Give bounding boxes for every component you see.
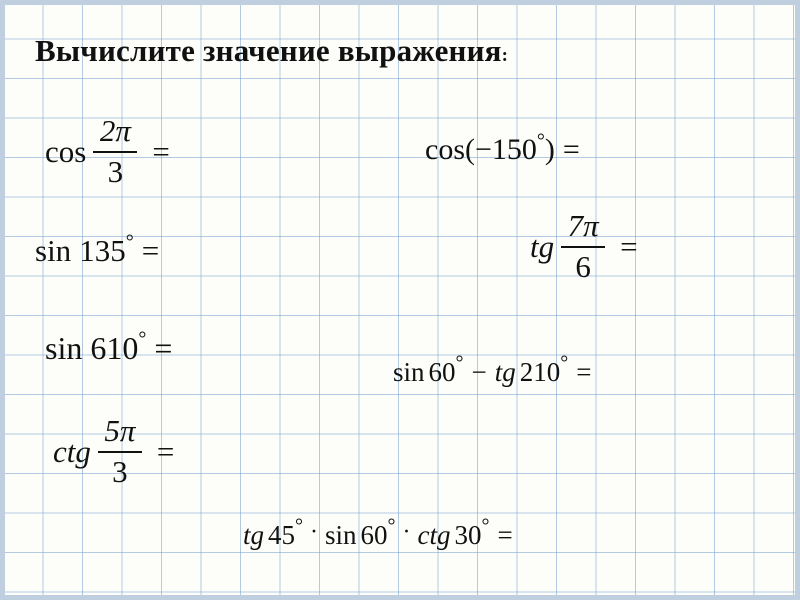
- fraction: [561, 210, 605, 283]
- fraction-bar: [93, 151, 137, 153]
- expression-tg-7pi-6: [530, 210, 638, 283]
- expression-cos-minus-150: [425, 129, 580, 167]
- open-paren: (: [465, 133, 475, 166]
- degree-symbol-1: °: [295, 515, 304, 537]
- degree-symbol-1: °: [455, 352, 464, 374]
- argument-2: 210: [519, 357, 561, 387]
- expression-sin60-minus-tg210: [393, 352, 592, 388]
- function-name-1: tg: [243, 520, 265, 550]
- equals-sign: =: [152, 133, 170, 169]
- degree-symbol: °: [536, 129, 545, 152]
- argument: 135: [79, 233, 126, 268]
- operator-multiply-1: ·: [310, 519, 319, 545]
- equals-sign: =: [620, 228, 638, 264]
- fraction-numerator: 2π: [99, 113, 131, 148]
- function-name: cos: [45, 133, 87, 169]
- fraction-bar: [98, 451, 142, 453]
- expression-sin-135: [35, 230, 160, 269]
- fraction-denominator: 3: [107, 153, 124, 189]
- function-name: sin: [35, 233, 72, 268]
- argument-2: 60: [360, 520, 388, 550]
- argument-1: 60: [428, 357, 456, 387]
- equals-sign: =: [562, 133, 580, 166]
- expression-cos-2pi-3: [45, 115, 170, 188]
- function-name: ctg: [53, 433, 91, 469]
- degree-symbol-3: °: [481, 515, 490, 537]
- equals-sign: =: [576, 357, 592, 387]
- argument-3: 30: [454, 520, 482, 550]
- argument-1: 45: [268, 520, 296, 550]
- operator-multiply-2: ·: [402, 519, 411, 545]
- page-title-text: Вычислите значение выражения: [35, 33, 502, 68]
- degree-symbol-2: °: [560, 352, 569, 374]
- fraction-denominator: 3: [112, 453, 128, 489]
- fraction-numerator: 7π: [567, 208, 599, 243]
- degree-symbol-2: °: [387, 515, 396, 537]
- function-name-2: tg: [494, 357, 516, 387]
- argument: 610: [90, 330, 139, 366]
- function-name: cos: [425, 133, 465, 166]
- expression-ctg-5pi-3: [53, 415, 174, 488]
- equals-sign: =: [156, 433, 175, 469]
- expression-tg45-sin60-ctg30: [243, 515, 513, 551]
- expression-sin-610: [45, 330, 172, 367]
- page-title: [35, 33, 508, 69]
- function-name-1: sin: [393, 357, 425, 387]
- close-paren: ): [544, 133, 555, 166]
- function-name: tg: [530, 228, 555, 264]
- degree-symbol: °: [138, 328, 147, 350]
- equals-sign: =: [141, 233, 160, 268]
- function-name-2: sin: [325, 520, 357, 550]
- equals-sign: =: [497, 520, 513, 550]
- fraction-bar: [561, 246, 605, 248]
- fraction-numerator: 5π: [104, 413, 136, 448]
- equals-sign: =: [154, 330, 173, 366]
- fraction-denominator: 6: [575, 248, 591, 284]
- degree-symbol: °: [125, 230, 134, 253]
- argument: −150: [475, 133, 537, 166]
- operator-minus: −: [471, 357, 487, 387]
- function-name-3: ctg: [417, 520, 451, 550]
- page-title-colon: :: [501, 45, 509, 66]
- fraction: [93, 115, 137, 188]
- fraction: [98, 415, 142, 488]
- function-name: sin: [45, 330, 83, 366]
